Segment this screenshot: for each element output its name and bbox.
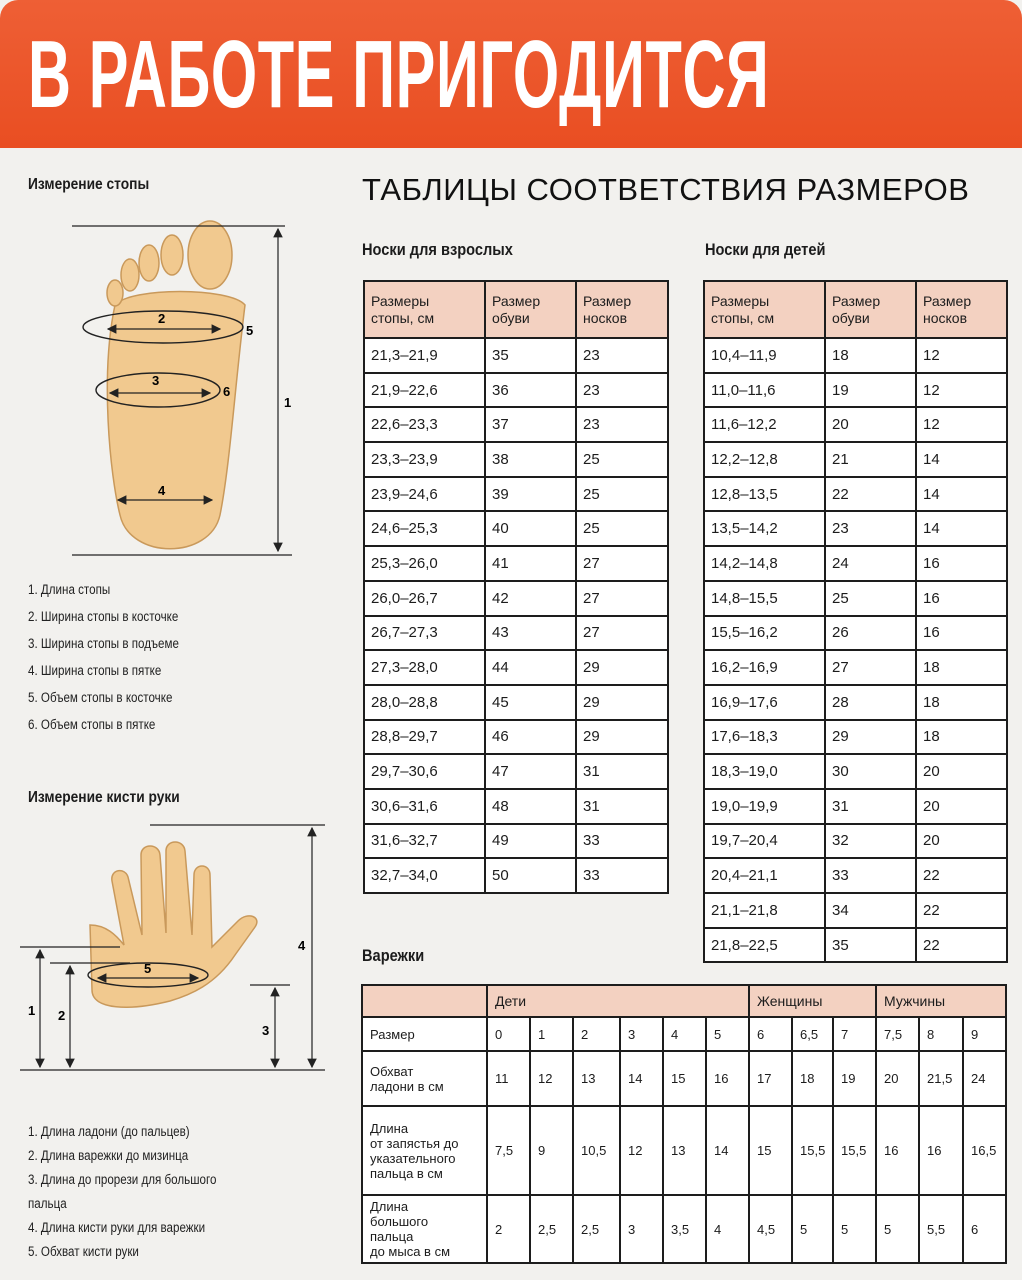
- table-cell: 26,7–27,3: [364, 616, 485, 651]
- table-cell: 19,0–19,9: [704, 789, 825, 824]
- hand-silhouette: [90, 842, 257, 1007]
- table-cell: 3: [620, 1195, 663, 1263]
- table-cell: 43: [485, 616, 576, 651]
- table-cell: 21,1–21,8: [704, 893, 825, 928]
- table-cell: 26: [825, 616, 916, 651]
- table-cell: 29: [576, 685, 668, 720]
- legend-item: 6. Объем стопы в пятке: [28, 717, 156, 732]
- column-header: Размеры стопы, см: [364, 281, 485, 338]
- table-cell: 16: [916, 616, 1007, 651]
- table-row: [364, 546, 668, 581]
- table-row: [364, 373, 668, 408]
- table-row: [364, 477, 668, 512]
- foot-label-3: 3: [152, 373, 160, 388]
- table-cell: 28,0–28,8: [364, 685, 485, 720]
- table-row: [704, 407, 1007, 442]
- row-label-line: пальца: [370, 1229, 414, 1244]
- table-cell: 12: [916, 338, 1007, 373]
- table-cell: 24: [963, 1051, 1006, 1106]
- toe-5: [107, 280, 123, 306]
- table-cell: 19: [833, 1051, 876, 1106]
- table-cell: 33: [576, 824, 668, 859]
- table-cell: 44: [485, 650, 576, 685]
- table-row: [704, 893, 1007, 928]
- hand-label-3: 3: [262, 1023, 270, 1038]
- table-cell: 31: [576, 789, 668, 824]
- table-cell: 21,3–21,9: [364, 338, 485, 373]
- table-row: [704, 546, 1007, 581]
- table-cell: 6: [963, 1195, 1006, 1263]
- legend-item: 3. Длина до прорези для большого: [28, 1172, 217, 1187]
- table-cell: 14,2–14,8: [704, 546, 825, 581]
- table-cell: 22,6–23,3: [364, 407, 485, 442]
- table-cell: 47: [485, 754, 576, 789]
- table-cell: 39: [485, 477, 576, 512]
- size-cell: 7,5: [876, 1017, 919, 1051]
- banner-title: В РАБОТЕ ПРИГОДИТСЯ: [28, 21, 770, 128]
- legend-item: 1. Длина ладони (до пальцев): [28, 1124, 190, 1139]
- table-cell: 13: [663, 1106, 706, 1195]
- kids-socks-title: Носки для детей: [705, 240, 826, 259]
- table-cell: 15,5: [833, 1106, 876, 1195]
- table-row: [704, 789, 1007, 824]
- legend-item: 1. Длина стопы: [28, 582, 111, 597]
- table-cell: 30: [825, 754, 916, 789]
- table-cell: 12: [620, 1106, 663, 1195]
- table-row: [362, 1051, 1006, 1106]
- tables-title: ТАБЛИЦЫ СООТВЕТСТВИЯ РАЗМЕРОВ: [362, 172, 970, 207]
- table-cell: 22: [825, 477, 916, 512]
- adult-socks-table: [363, 280, 669, 894]
- table-cell: 23: [825, 511, 916, 546]
- table-cell: 22: [916, 858, 1007, 893]
- row-label-line: большого: [370, 1214, 429, 1229]
- legend-item: 2. Ширина стопы в косточке: [28, 609, 179, 624]
- table-cell: 5: [833, 1195, 876, 1263]
- table-cell: 21,5: [919, 1051, 963, 1106]
- row-label-line: до мыса в см: [370, 1244, 451, 1259]
- table-cell: 45: [485, 685, 576, 720]
- table-cell: 14: [916, 511, 1007, 546]
- adult-socks-title: Носки для взрослых: [362, 240, 513, 259]
- table-cell: 22: [916, 893, 1007, 928]
- table-cell: 33: [825, 858, 916, 893]
- table-row: [364, 650, 668, 685]
- table-cell: 30,6–31,6: [364, 789, 485, 824]
- table-cell: 15,5: [792, 1106, 833, 1195]
- table-cell: 14,8–15,5: [704, 581, 825, 616]
- table-row: [704, 442, 1007, 477]
- table-cell: 16: [919, 1106, 963, 1195]
- legend-item: 5. Обхват кисти руки: [28, 1244, 139, 1259]
- table-cell: 23: [576, 407, 668, 442]
- table-cell: 29: [576, 720, 668, 755]
- table-cell: 28: [825, 685, 916, 720]
- table-cell: 16: [916, 581, 1007, 616]
- table-cell: 35: [485, 338, 576, 373]
- table-row: [364, 442, 668, 477]
- table-cell: 14: [916, 442, 1007, 477]
- table-row: [364, 407, 668, 442]
- hand-diagram: [20, 815, 340, 1080]
- table-row: [704, 720, 1007, 755]
- legend-item: пальца: [28, 1196, 67, 1211]
- table-row: [364, 789, 668, 824]
- table-cell: 33: [576, 858, 668, 893]
- size-cell: 5: [706, 1017, 749, 1051]
- table-cell: 25,3–26,0: [364, 546, 485, 581]
- row-label-line: Обхват: [370, 1063, 414, 1079]
- table-row: [362, 1017, 1006, 1051]
- table-row: [364, 754, 668, 789]
- group-header-men: Мужчины: [876, 985, 1006, 1017]
- foot-label-4: 4: [158, 483, 166, 498]
- table-cell: 2,5: [573, 1195, 620, 1263]
- table-cell: 19,7–20,4: [704, 824, 825, 859]
- header-banner: [0, 0, 1022, 148]
- table-cell: 18: [916, 720, 1007, 755]
- table-cell: 32,7–34,0: [364, 858, 485, 893]
- row-label-line: ладони в см: [370, 1078, 444, 1094]
- table-row: [704, 477, 1007, 512]
- table-cell: 21: [825, 442, 916, 477]
- table-row: [364, 616, 668, 651]
- size-cell: 2: [573, 1017, 620, 1051]
- table-cell: 12: [916, 407, 1007, 442]
- table-cell: 20: [916, 789, 1007, 824]
- table-cell: 13,5–14,2: [704, 511, 825, 546]
- legend-item: 3. Ширина стопы в подъеме: [28, 636, 179, 651]
- table-row: [704, 685, 1007, 720]
- table-row: [704, 616, 1007, 651]
- hand-heading: Измерение кисти руки: [28, 789, 180, 806]
- table-cell: 4: [706, 1195, 749, 1263]
- table-row: [364, 858, 668, 893]
- foot-label-1: 1: [284, 395, 292, 410]
- table-cell: 12,8–13,5: [704, 477, 825, 512]
- table-cell: 18: [916, 650, 1007, 685]
- table-cell: 29: [825, 720, 916, 755]
- table-cell: 19: [825, 373, 916, 408]
- hand-label-2: 2: [58, 1008, 66, 1023]
- table-cell: 14: [620, 1051, 663, 1106]
- table-cell: 5,5: [919, 1195, 963, 1263]
- table-row: [364, 824, 668, 859]
- group-header-women: Женщины: [749, 985, 876, 1017]
- toe-4: [121, 259, 139, 291]
- row-label: [362, 1195, 487, 1263]
- row-label-line: от запястья до: [370, 1135, 459, 1151]
- table-cell: 18: [916, 685, 1007, 720]
- table-row: [704, 338, 1007, 373]
- table-cell: 15,5–16,2: [704, 616, 825, 651]
- hand-label-1: 1: [28, 1003, 36, 1018]
- column-header: Размер обуви: [825, 281, 916, 338]
- table-cell: 16,9–17,6: [704, 685, 825, 720]
- kids-socks-table: [703, 280, 1008, 963]
- table-cell: 25: [576, 442, 668, 477]
- table-cell: 14: [706, 1106, 749, 1195]
- table-cell: 20: [825, 407, 916, 442]
- table-cell: 20,4–21,1: [704, 858, 825, 893]
- table-cell: 15: [663, 1051, 706, 1106]
- table-cell: 29: [576, 650, 668, 685]
- table-row: [704, 858, 1007, 893]
- hand-label-5: 5: [144, 961, 152, 976]
- table-cell: 17,6–18,3: [704, 720, 825, 755]
- foot-label-6: 6: [223, 384, 231, 399]
- row-label-line: Длина: [370, 1120, 409, 1136]
- table-row: [364, 581, 668, 616]
- table-cell: 21,9–22,6: [364, 373, 485, 408]
- row-label: Размер: [362, 1017, 487, 1051]
- table-cell: 21,8–22,5: [704, 928, 825, 963]
- row-label-line: пальца в см: [370, 1165, 443, 1181]
- table-cell: 27: [576, 616, 668, 651]
- table-cell: 20: [916, 754, 1007, 789]
- table-cell: 16,2–16,9: [704, 650, 825, 685]
- legend-item: 2. Длина варежки до мизинца: [28, 1148, 189, 1163]
- table-cell: 29,7–30,6: [364, 754, 485, 789]
- size-cell: 6,5: [792, 1017, 833, 1051]
- hand-label-4: 4: [298, 938, 306, 953]
- table-cell: 16: [706, 1051, 749, 1106]
- table-cell: 48: [485, 789, 576, 824]
- table-cell: 20: [916, 824, 1007, 859]
- table-cell: 4,5: [749, 1195, 792, 1263]
- table-row: [362, 1195, 1006, 1263]
- size-cell: 8: [919, 1017, 963, 1051]
- table-cell: 12: [530, 1051, 573, 1106]
- table-row: [704, 581, 1007, 616]
- table-cell: 41: [485, 546, 576, 581]
- table-cell: 31: [576, 754, 668, 789]
- size-cell: 6: [749, 1017, 792, 1051]
- table-cell: 10,5: [573, 1106, 620, 1195]
- table-cell: 31,6–32,7: [364, 824, 485, 859]
- table-cell: 23: [576, 373, 668, 408]
- size-cell: 1: [530, 1017, 573, 1051]
- row-label-line: Длина: [370, 1199, 409, 1214]
- size-cell: 9: [963, 1017, 1006, 1051]
- table-cell: 23: [576, 338, 668, 373]
- column-header: Размеры стопы, см: [704, 281, 825, 338]
- table-cell: 18,3–19,0: [704, 754, 825, 789]
- table-cell: 2,5: [530, 1195, 573, 1263]
- table-cell: 24: [825, 546, 916, 581]
- foot-legend: [28, 576, 204, 738]
- table-cell: 49: [485, 824, 576, 859]
- table-cell: 5: [876, 1195, 919, 1263]
- table-cell: 35: [825, 928, 916, 963]
- table-cell: 16: [916, 546, 1007, 581]
- mittens-title: Варежки: [362, 946, 425, 965]
- table-cell: 40: [485, 511, 576, 546]
- table-cell: 23,3–23,9: [364, 442, 485, 477]
- table-cell: 31: [825, 789, 916, 824]
- table-cell: 34: [825, 893, 916, 928]
- table-cell: 24,6–25,3: [364, 511, 485, 546]
- table-cell: 10,4–11,9: [704, 338, 825, 373]
- table-row: [362, 1106, 1006, 1195]
- foot-silhouette: [107, 292, 245, 549]
- table-row: [364, 338, 668, 373]
- table-cell: 36: [485, 373, 576, 408]
- table-cell: 42: [485, 581, 576, 616]
- size-cell: 4: [663, 1017, 706, 1051]
- table-cell: 12,2–12,8: [704, 442, 825, 477]
- table-cell: 20: [876, 1051, 919, 1106]
- foot-label-5: 5: [246, 323, 254, 338]
- toe-2: [161, 235, 183, 275]
- table-cell: 7,5: [487, 1106, 530, 1195]
- mittens-table: [361, 984, 1007, 1264]
- table-cell: 46: [485, 720, 576, 755]
- table-row: [704, 928, 1007, 963]
- table-cell: 28,8–29,7: [364, 720, 485, 755]
- row-label: [362, 1051, 487, 1106]
- table-cell: 26,0–26,7: [364, 581, 485, 616]
- size-cell: 7: [833, 1017, 876, 1051]
- table-cell: 16: [876, 1106, 919, 1195]
- table-row: [704, 824, 1007, 859]
- table-cell: 5: [792, 1195, 833, 1263]
- table-cell: 27: [825, 650, 916, 685]
- table-cell: 38: [485, 442, 576, 477]
- table-cell: 27: [576, 581, 668, 616]
- table-cell: 27,3–28,0: [364, 650, 485, 685]
- table-cell: 25: [576, 477, 668, 512]
- foot-diagram: [60, 215, 310, 565]
- size-cell: 3: [620, 1017, 663, 1051]
- legend-item: 5. Объем стопы в косточке: [28, 690, 173, 705]
- group-header-kids: Дети: [487, 985, 749, 1017]
- toe-big: [188, 221, 232, 289]
- table-cell: 23,9–24,6: [364, 477, 485, 512]
- size-cell: 0: [487, 1017, 530, 1051]
- row-label-line: указательного: [370, 1150, 456, 1166]
- table-cell: 11,6–12,2: [704, 407, 825, 442]
- table-row: [704, 373, 1007, 408]
- table-cell: 3,5: [663, 1195, 706, 1263]
- table-cell: 12: [916, 373, 1007, 408]
- table-cell: 11: [487, 1051, 530, 1106]
- table-cell: 16,5: [963, 1106, 1006, 1195]
- table-row: [364, 720, 668, 755]
- table-cell: 37: [485, 407, 576, 442]
- column-header: Размер обуви: [485, 281, 576, 338]
- table-row: [704, 650, 1007, 685]
- table-row: [704, 754, 1007, 789]
- column-header: Размер носков: [916, 281, 1007, 338]
- table-cell: 22: [916, 928, 1007, 963]
- table-cell: 13: [573, 1051, 620, 1106]
- table-cell: 2: [487, 1195, 530, 1263]
- table-cell: 15: [749, 1106, 792, 1195]
- legend-item: 4. Длина кисти руки для варежки: [28, 1220, 206, 1235]
- table-cell: 25: [576, 511, 668, 546]
- table-cell: 17: [749, 1051, 792, 1106]
- toe-3: [139, 245, 159, 281]
- column-header: Размер носков: [576, 281, 668, 338]
- foot-heading: Измерение стопы: [28, 176, 150, 193]
- table-cell: 25: [825, 581, 916, 616]
- table-cell: 18: [792, 1051, 833, 1106]
- row-label: [362, 1106, 487, 1195]
- table-cell: 32: [825, 824, 916, 859]
- legend-item: 4. Ширина стопы в пятке: [28, 663, 162, 678]
- hand-legend: [28, 1120, 247, 1264]
- table-cell: 11,0–11,6: [704, 373, 825, 408]
- table-cell: 50: [485, 858, 576, 893]
- table-cell: 18: [825, 338, 916, 373]
- table-row: [364, 511, 668, 546]
- table-cell: 14: [916, 477, 1007, 512]
- table-cell: 27: [576, 546, 668, 581]
- table-cell: 9: [530, 1106, 573, 1195]
- foot-label-2: 2: [158, 311, 166, 326]
- table-row: [704, 511, 1007, 546]
- table-row: [364, 685, 668, 720]
